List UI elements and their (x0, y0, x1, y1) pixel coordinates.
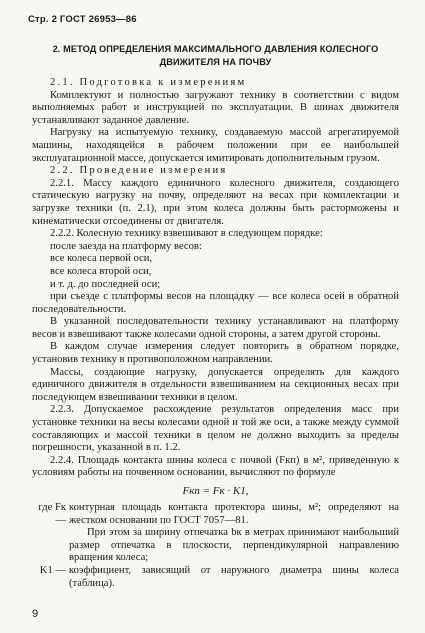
page-header: Стр. 2 ГОСТ 26953—86 (28, 14, 137, 25)
definition-body-k1 (69, 565, 399, 590)
weighing-step-1: после заезда на платформу весов: (50, 240, 202, 252)
page-number: 9 (32, 608, 39, 620)
paragraph-2-2-4: 2.2.4. Площадь контакта шины колеса с почвой (Fкп) в м², приведенную к условиям работы на почвенном основании, вычисляют по формуле (32, 454, 399, 479)
paragraph-2-2-2-c: В каждом случае измерения следует повторить в обратном порядке, установив технику в противоположном направлении. (32, 341, 399, 366)
paragraph-2-2-2-intro: 2.2.2. Колесную технику взвешивают в следующем порядке: (50, 228, 323, 240)
weighing-step-2: все колеса первой оси, (50, 253, 153, 265)
definition-k1 (32, 565, 399, 590)
weighing-step-3: все колеса второй оси, (50, 265, 152, 277)
weighing-step-5: при съезде с платформы весов на площадку — все колеса осей в обратной последовательности. (32, 291, 399, 315)
definition-fk (32, 502, 399, 565)
definition-text-fk: контурная площадь контакта протектора шины, м²; определяют на жестком основании по ГОСТ 7057—81. (69, 502, 399, 526)
weighing-step-4: и т. д. до последней оси; (50, 278, 161, 290)
contact-area-formula: Fкп = Fк · K1, (182, 485, 249, 497)
paragraph-2-1-b: Нагрузку на испытуемую технику, создаваемую массой агрегатируемой машины, находящейся в рабочем положении при ее наибольшей эксплуатационной массе, допускается имитировать дополнительным грузом. (32, 127, 399, 164)
paragraph-2-1-a: Комплектуют и полностью загружают технику в соответствии с видом выполняемых работ и инструкцией по эксплуатации. В шинах движителя устанавливают заданное давление. (32, 89, 399, 126)
definition-body-fk (69, 502, 399, 565)
subsection-heading-2-2: 2.2. Проведение измерения (50, 165, 228, 177)
paragraph-2-2-2-d: Массы, создающие нагрузку, допускается определять для каждого единичного движителя в отдельности взвешиванием на секционных весах при последующем взвешивании техники в целом. (32, 366, 399, 403)
paragraph-2-2-2-b: В указанной последовательности технику устанавливают на платформу весов и взвешивают также колесами одной стороны, а затем другой стороны. (32, 316, 399, 340)
section-title: 2. МЕТОД ОПРЕДЕЛЕНИЯ МАКСИМАЛЬНОГО ДАВЛЕНИЯ КОЛЕСНОГО ДВИЖИТЕЛЯ НА ПОЧВУ (52, 44, 379, 67)
definition-note-fk: При этом за ширину отпечатка bк в метрах принимают наибольший размер отпечатка в плоскости, перпендикулярной направлению вращения колеса; (69, 527, 399, 564)
paragraph-2-2-3: 2.2.3. Допускаемое расхождение результатов определения масс при установке техники на весы колесами одной и той же оси, а также между суммой составляющих и массой техники в целом не должно выходить за пределы погрешности, указанной в п. 1.2. (32, 404, 399, 454)
definition-term-k1: K1 — (39, 564, 66, 576)
definition-text-k1: коэффициент, зависящий от наружного диаметра шины колеса (таблица). (69, 564, 399, 589)
paragraph-2-2-1: 2.2.1. Массу каждого единичного колесного движителя, создающего статическую нагрузку на почву, определяют на весах при комплектации и загрузке техники (п. 2.1), при этом колеса должны быть расторможены и кинематически отсоединены от двигателя. (32, 177, 399, 227)
definition-term-fk: где Fк — (38, 502, 66, 526)
subsection-heading-2-1: 2.1. Подготовка к измерениям (50, 77, 247, 88)
